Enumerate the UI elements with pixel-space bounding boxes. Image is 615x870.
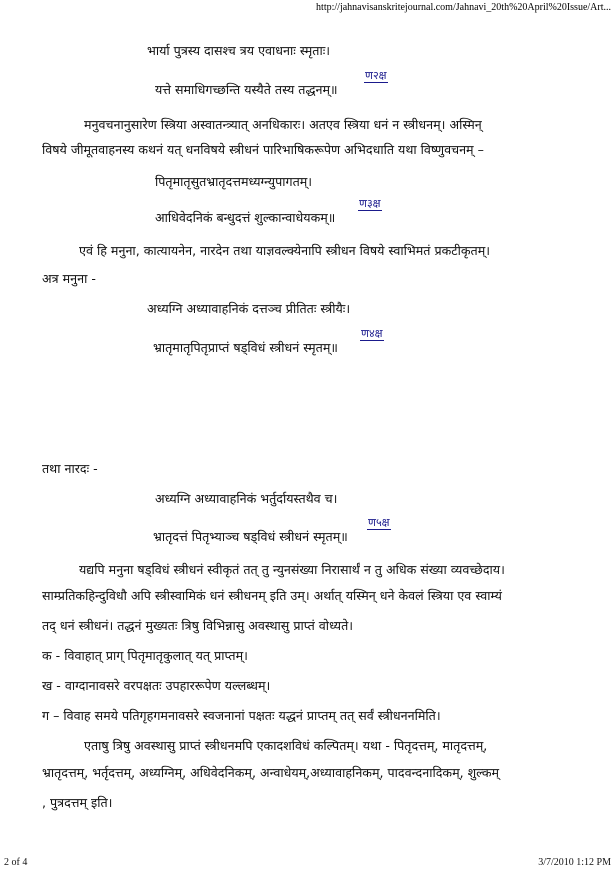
paragraph-line: मनुवचनानुसारेण स्त्रिया अस्वातन्त्र्यात् अनधिकारः। अतएव स्त्रिया धनं न स्त्रीधनम्। अस्मिन्	[84, 117, 482, 132]
verse-line: पितृमातृसुतभ्रातृदत्तमध्यग्न्युपागतम्।	[155, 174, 313, 189]
paragraph-line: यद्यपि मनुना षड्विधं स्त्रीधनं स्वीकृतं तत् तु न्युनसंख्या निरासार्थं न तु अधिक संख्या व्यवच्छेदाय।	[79, 562, 505, 577]
footnote-link[interactable]: ण४क्ष	[361, 327, 383, 340]
paragraph-line: साम्प्रतिकहिन्दुविधौ अपि स्त्रीस्वामिकं धनं स्त्रीधनम् इति उम्। अर्थात् यस्मिन् धने केवलं स्त्रिया एव स्वाम्यं	[42, 588, 502, 603]
footnote-link[interactable]: ण३क्ष	[359, 197, 381, 210]
paragraph-line: अत्र मनुना -	[42, 271, 96, 286]
paragraph-line: एताषु त्रिषु अवस्थासु प्राप्तं स्त्रीधनमपि एकादशविधं कल्पितम्। यथा - पितृदत्तम्, मातृदत्तम्,	[84, 738, 488, 753]
paragraph-line: एवं हि मनुना, कात्यायनेन, नारदेन तथा याज्ञवल्क्येनापि स्त्रीधन विषये स्वाभिमतं प्रकटीकृतम्।	[79, 243, 491, 258]
verse-line: अध्यग्नि अध्यावाहनिकं भर्तुर्दायस्तथैव च।	[155, 491, 338, 506]
verse-line: भार्या पुत्रस्य दासश्च त्रय एवाधनाः स्मृताः।	[147, 43, 331, 58]
verse-line: भ्रातृदत्तं पितृभ्याञ्च षड्विधं स्त्रीधनं स्मृतम्॥	[153, 529, 348, 544]
list-item: ग – विवाह समये पतिगृहगमनावसरे स्वजनानां पक्षतः यद्धनं प्राप्तम् तत् सर्वं स्त्रीधननमिति।	[42, 708, 441, 723]
list-item: क - विवाहात् प्राग् पितृमातृकुलात् यत् प्राप्तम्।	[42, 648, 248, 663]
verse-line: अध्यग्नि अध्यावाहनिकं दत्तञ्च प्रीतितः स्त्रीयैः।	[147, 301, 351, 316]
footnote-link[interactable]: ण५क्ष	[368, 516, 390, 529]
paragraph-line: भ्रातृदत्तम्, भर्तृदत्तम्, अध्यग्निम्, अधिवेदनिकम्, अन्वाधेयम्,अध्यावाहनिकम्, पादवन्दनादिकम्, शुल्कम्	[42, 765, 500, 780]
paragraph-line: , पुत्रदत्तम् इति।	[42, 795, 113, 810]
paragraph-line: तद् धनं स्त्रीधनं। तद्धनं मुख्यतः त्रिषु विभिन्नासु अवस्थासु प्राप्तं वोध्यते।	[42, 618, 354, 633]
print-timestamp: 3/7/2010 1:12 PM	[538, 857, 611, 868]
paragraph-line: विषये जीमूतवाहनस्य कथनं यत् धनविषये स्त्रीधनं पारिभाषिकरूपेण अभिदधाति यथा विष्णुवचनम् –	[42, 142, 484, 157]
verse-line: यत्ते समाधिगच्छन्ति यस्यैते तस्य तद्धनम्॥	[155, 82, 338, 97]
list-item: ख - वाग्दानावसरे वरपक्षतः उपहाररूपेण यल्लब्धम्।	[42, 678, 271, 693]
page-url: http://jahnavisanskritejournal.com/Jahnavi_20th%20April%20Issue/Art...	[316, 2, 611, 13]
verse-line: भ्रातृमातृपितृप्राप्तं षड्विधं स्त्रीधनं स्मृतम्॥	[153, 340, 338, 355]
footnote-link[interactable]: ण२क्ष	[365, 69, 387, 82]
paragraph-line: तथा नारदः -	[42, 461, 98, 476]
page-number: 2 of 4	[4, 857, 28, 868]
verse-line: आधिवेदनिकं बन्धुदत्तं शुल्कान्वाधेयकम्॥	[155, 210, 336, 225]
